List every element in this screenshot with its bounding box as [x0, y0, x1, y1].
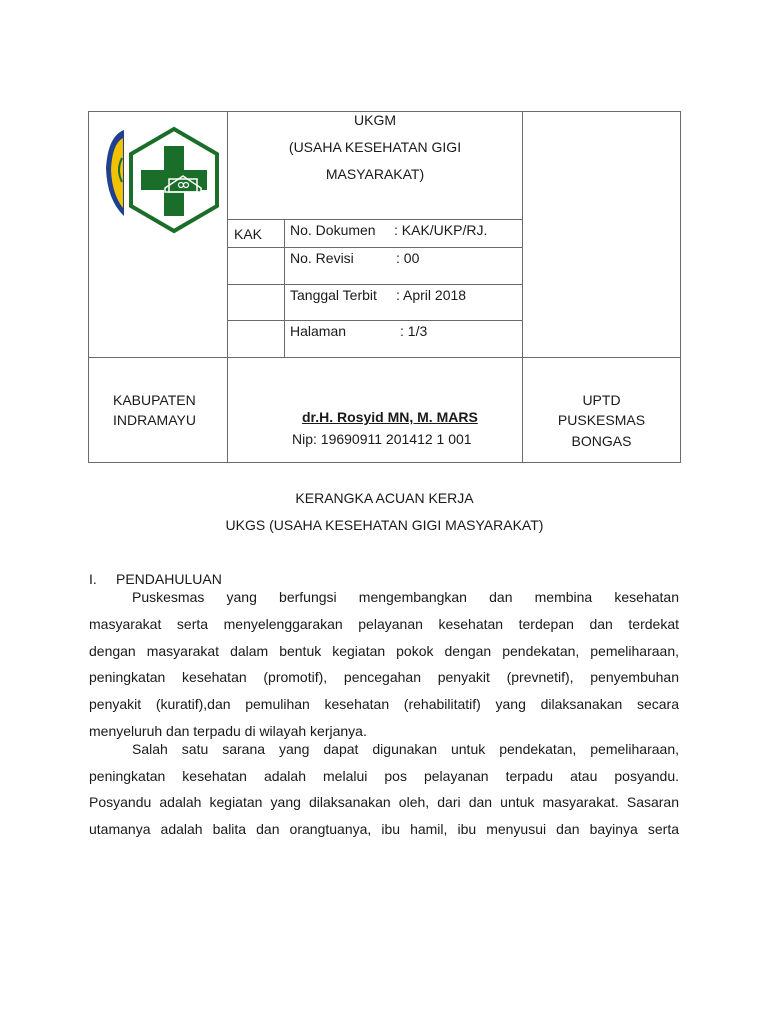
- header-title-line-2: (USAHA KESEHATAN GIGI: [288, 139, 462, 155]
- paragraph-line: peningkatan kesehatan (promotif), pencegahan penyakit (prevnetif), penyembuhan: [89, 669, 679, 685]
- unit-line-3: BONGAS: [571, 433, 632, 449]
- page-label: Halaman: [290, 323, 347, 339]
- kak-label: KAK: [234, 226, 263, 242]
- region-line-1: KABUPATEN: [113, 392, 196, 408]
- doc-number-value: : KAK/UKP/RJ.: [394, 222, 488, 238]
- paragraph-line: peningkatan kesehatan adalah melalui pos pelayanan terpadu atau posyandu.: [89, 768, 679, 784]
- revision-label: No. Revisi: [290, 250, 354, 266]
- doc-title-line-1: KERANGKA ACUAN KERJA: [295, 490, 474, 506]
- issue-date-value: : April 2018: [396, 287, 467, 303]
- signer-nip: Nip: 19690911 201412 1 001: [292, 431, 472, 447]
- paragraph-line: menyeluruh dan terpadu di wilayah kerjanya.: [89, 723, 367, 739]
- paragraph-line: utamanya adalah balita dan orangtuanya, ibu hamil, ibu menyusui dan bayinya serta: [89, 821, 679, 837]
- paragraph-line: masyarakat serta menyelenggarakan pelayanan kesehatan terdepan dan terdekat: [89, 616, 679, 632]
- header-title-line-3: MASYARAKAT): [325, 166, 425, 182]
- unit-line-2: PUSKESMAS: [557, 412, 646, 428]
- doc-number-label: No. Dokumen: [290, 222, 376, 238]
- issue-date-label: Tanggal Terbit: [290, 287, 377, 303]
- paragraph-line: penyakit (kuratif),dan pemulihan kesehatan (rehabilitatif) yang dilaksanakan secara: [89, 696, 679, 712]
- paragraph-line: Puskesmas yang berfungsi mengembangkan dan membina kesehatan: [132, 589, 679, 605]
- section-number: I.: [89, 571, 97, 587]
- page-value: : 1/3: [400, 323, 428, 339]
- section-heading: PENDAHULUAN: [116, 571, 222, 587]
- region-line-2: INDRAMAYU: [113, 412, 196, 428]
- regency-emblem-icon: [104, 128, 126, 218]
- revision-value: : 00: [396, 250, 420, 266]
- unit-line-1: UPTD: [582, 392, 621, 408]
- paragraph-line: dengan masyarakat dalam bentuk kegiatan pokok dengan pendekatan, pemeliharaan,: [89, 643, 679, 659]
- paragraph-line: Posyandu adalah kegiatan yang dilaksanakan oleh, dari dan untuk masyarakat. Sasaran: [89, 794, 679, 810]
- header-title-line-1: UKGM: [354, 112, 396, 128]
- puskesmas-logo-icon: [127, 126, 221, 236]
- signer-name: dr.H. Rosyid MN, M. MARS: [302, 409, 478, 425]
- doc-title-line-2: UKGS (USAHA KESEHATAN GIGI MASYARAKAT): [225, 517, 544, 533]
- paragraph-line: Salah satu sarana yang dapat digunakan untuk pendekatan, pemeliharaan,: [132, 741, 679, 757]
